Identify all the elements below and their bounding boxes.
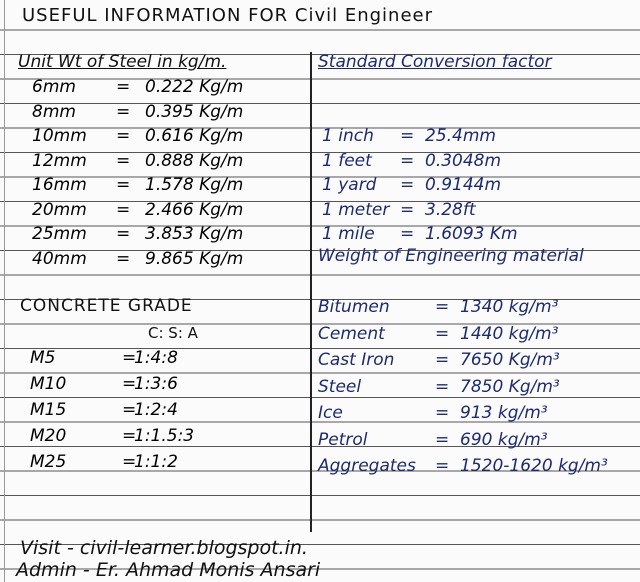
dia-cell: 20mm [32,199,87,220]
eq-cell: = [400,150,415,171]
eq-cell: = [116,101,131,122]
value-cell: 9.865 Kg/m [145,248,244,269]
grade-cell: M15 [30,400,67,420]
grade-cell: M20 [30,426,67,446]
value-cell: 690 kg/m³ [460,429,548,450]
unit-cell: 1 inch [322,126,374,146]
ratio-cell: 1:3:6 [134,374,178,394]
dia-cell: 25mm [32,224,87,244]
value-cell: 0.222 Kg/m [145,77,244,97]
eq-cell: = [116,248,131,269]
ratio-cell: 1:4:8 [134,348,178,368]
eq-cell: = [435,323,450,344]
eq-cell: = [116,150,131,171]
value-cell: 0.616 Kg/m [145,126,244,146]
steel-heading: Unit Wt of Steel in kg/m. [18,52,227,72]
value-cell: 3.853 Kg/m [145,224,244,244]
eq-cell: = [122,452,137,472]
value-cell: 1520-1620 kg/m³ [460,456,608,476]
dia-cell: 12mm [32,150,87,171]
value-cell: 3.28ft [425,199,476,220]
grade-cell: M25 [30,452,67,472]
value-cell: 0.9144m [425,175,502,195]
eq-cell: = [435,350,450,370]
column-divider [310,52,312,532]
eq-cell: = [435,297,450,317]
grade-cell: M10 [30,374,67,394]
materials-heading: Weight of Engineering material [318,246,584,266]
eq-cell: = [400,199,415,220]
ratio-cell: 1:1:2 [134,452,178,472]
value-cell: 1.578 Kg/m [145,175,244,195]
dia-cell: 16mm [32,175,87,195]
value-cell: 1340 kg/m³ [460,297,559,317]
eq-cell: = [435,456,450,476]
eq-cell: = [400,224,415,244]
unit-cell: 1 feet [322,150,372,171]
eq-cell: = [122,374,137,394]
name-cell: Cast Iron [318,350,395,370]
eq-cell: = [435,376,450,397]
eq-cell: = [116,77,131,97]
ratio-cell: 1:2:4 [134,400,178,420]
dia-cell: 6mm [32,77,76,97]
grade-cell: M5 [30,348,56,368]
admin-text: Admin - Er. Ahmad Monis Ansari [16,559,321,581]
name-cell: Bitumen [318,297,390,317]
name-cell: Cement [318,323,385,344]
eq-cell: = [435,429,450,450]
value-cell: 913 kg/m³ [460,403,548,423]
concrete-subheading: C: S: A [148,324,198,342]
margin-line [4,0,5,582]
eq-cell: = [435,403,450,423]
value-cell: 7650 Kg/m³ [460,350,560,370]
ratio-cell: 1:1.5:3 [134,426,195,446]
unit-cell: 1 meter [322,199,390,220]
eq-cell: = [122,348,137,368]
unit-cell: 1 yard [322,175,377,195]
eq-cell: = [122,426,137,446]
dia-cell: 40mm [32,248,87,269]
eq-cell: = [122,400,137,420]
eq-cell: = [400,126,415,146]
conversion-heading: Standard Conversion factor [318,52,552,72]
value-cell: 2.466 Kg/m [145,199,244,220]
value-cell: 0.888 Kg/m [145,150,244,171]
value-cell: 0.3048m [425,150,502,171]
visit-text: Visit - civil-learner.blogspot.in. [20,537,308,559]
concrete-heading: CONCRETE GRADE [20,296,193,316]
name-cell: Ice [318,403,343,423]
dia-cell: 8mm [32,101,76,122]
name-cell: Petrol [318,429,368,450]
eq-cell: = [116,199,131,220]
value-cell: 7850 Kg/m³ [460,376,560,397]
eq-cell: = [400,175,415,195]
eq-cell: = [116,126,131,146]
name-cell: Aggregates [318,456,416,476]
value-cell: 25.4mm [425,126,496,146]
eq-cell: = [116,224,131,244]
value-cell: 1.6093 Km [425,224,518,244]
value-cell: 0.395 Kg/m [145,101,244,122]
unit-cell: 1 mile [322,224,375,244]
value-cell: 1440 kg/m³ [460,323,559,344]
name-cell: Steel [318,376,362,397]
page-title: USEFUL INFORMATION FOR Civil Engineer [22,5,434,26]
dia-cell: 10mm [32,126,87,146]
eq-cell: = [116,175,131,195]
